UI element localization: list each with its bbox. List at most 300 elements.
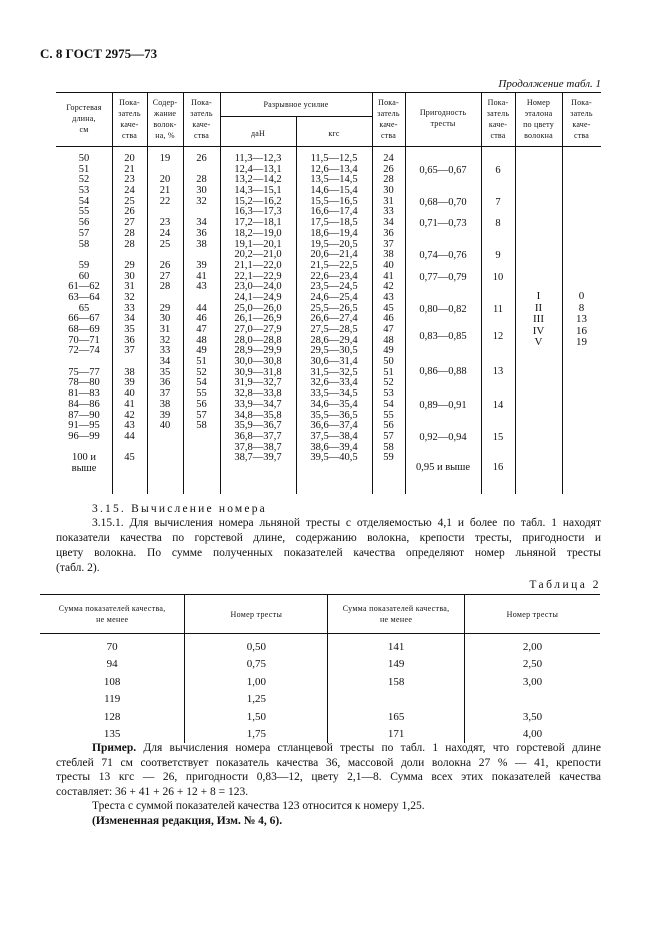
column-fiber-content (147, 154, 183, 475)
quality-cell: 46 (196, 313, 207, 325)
t2-sum-cell: 135 (103, 728, 121, 741)
length-cell: 52 (78, 174, 90, 186)
length-cell: 54 (78, 195, 90, 207)
paragraph-line: (табл. 2). (56, 562, 100, 574)
force-dan-cell: 34,8—35,8 (234, 409, 282, 421)
color-standards-quality (562, 291, 601, 349)
length-cell: 50 (78, 153, 90, 164)
content-cell: 36 (159, 377, 171, 389)
quality-cell: 33 (383, 206, 394, 218)
quality-cell: 43 (196, 281, 207, 293)
force-kgs-cell: 37,5—38,4 (310, 430, 358, 442)
length-cell: 56 (78, 217, 90, 229)
fitness-quality-cell: 16 (492, 462, 504, 474)
quality-cell: 51 (383, 366, 394, 378)
header-quality-4: Пока- затель каче- ства (486, 98, 510, 140)
t2-number-cell: 2,00 (464, 634, 600, 656)
content-cell: 39 (159, 409, 171, 421)
force-dan-cell: 30,9—31,8 (234, 366, 282, 378)
force-dan-cell: 19,1—20,1 (234, 238, 282, 250)
quality-cell: 59 (383, 452, 394, 464)
force-dan-cell (220, 464, 296, 475)
quality-cell: 41 (383, 270, 394, 282)
length-cell: 75—77 (68, 366, 100, 378)
quality-cell: 28 (196, 174, 207, 186)
force-dan-cell: 33,9—34,7 (234, 398, 282, 410)
quality-cell: 26 (124, 206, 135, 218)
content-cell: 37 (159, 388, 171, 400)
force-dan-cell: 26,1—26,9 (234, 313, 282, 325)
quality-cell: 54 (383, 398, 394, 410)
force-kgs-cell: 26,6—27,4 (310, 313, 358, 325)
quality-cell: 45 (383, 302, 394, 314)
t2-sum-cell: 119 (104, 693, 121, 706)
force-dan-cell: 24,1—24,9 (234, 291, 282, 303)
quality-cell: 23 (124, 174, 135, 186)
length-cell: 65 (78, 302, 90, 314)
force-dan-cell: 36,8—37,7 (234, 430, 282, 442)
t2-number-cell: 1,50 (185, 708, 328, 726)
force-dan-cell: 30,0—30,8 (234, 356, 282, 368)
force-kgs-cell: 21,5—22,5 (310, 259, 358, 271)
length-cell: 84—86 (68, 398, 100, 410)
fitness-quality-cell: 14 (492, 400, 504, 412)
quality-cell: 42 (383, 281, 394, 293)
quality-cell: 56 (196, 398, 207, 410)
quality-cell: 36 (124, 334, 135, 346)
quality-cell: 38 (124, 366, 135, 378)
force-kgs-cell: 19,5—20,5 (310, 238, 358, 250)
force-dan-cell: 23,0—24,0 (234, 281, 282, 293)
force-kgs-cell: 35,5—36,5 (310, 409, 358, 421)
paragraph-line: показатели качества по горстевой длине, содержанию волокна, крепости тресты, пригодности и (56, 532, 601, 544)
force-kgs-cell: 12,6—13,4 (310, 163, 358, 175)
quality-cell (112, 464, 147, 475)
t2-sum-cell: 149 (328, 656, 465, 674)
edition-note: (Измененная редакция, Изм. № 4, 6). (92, 814, 283, 827)
length-cell: 58 (78, 238, 90, 250)
length-cell: 87—90 (68, 409, 100, 421)
fitness-cell: 0,74—0,76 (419, 250, 467, 262)
quality-cell: 37 (124, 345, 135, 357)
table-1-top-rule (56, 92, 601, 93)
quality-cell: 43 (124, 420, 135, 432)
quality-cell: 37 (383, 238, 394, 250)
quality-cell: 47 (196, 324, 207, 335)
content-cell: 23 (159, 217, 171, 229)
content-cell: 26 (159, 259, 171, 271)
example-line: стеблей 71 см соответствует показатель качества 36, массовой доли волокна 27 % — 41, крепости (56, 756, 601, 769)
quality-cell: 41 (124, 398, 135, 410)
fitness-cell: 0,89—0,91 (419, 400, 467, 412)
quality-cell: 50 (383, 356, 394, 368)
fitness-cell: 0,80—0,82 (419, 303, 467, 315)
force-kgs-cell: 15,5—16,5 (310, 195, 358, 207)
column-force-kgs (296, 154, 372, 475)
quality-cell: 27 (124, 217, 135, 229)
t2-sum-cell: 165 (328, 708, 465, 726)
force-kgs-cell: 32,6—33,4 (310, 377, 358, 389)
content-cell (147, 453, 183, 464)
content-cell: 33 (159, 345, 171, 357)
force-kgs-cell: 28,6—29,4 (310, 334, 358, 346)
header-fiber-content: Содер- жание волок- на, % (152, 98, 178, 140)
length-cell: 96—99 (68, 430, 100, 442)
fitness-quality-cell: 15 (492, 432, 504, 444)
header-quality-3: Пока- затель каче- ства (377, 98, 400, 140)
force-dan-cell: 37,8—38,7 (234, 441, 282, 453)
quality-cell: 55 (383, 409, 394, 421)
quality-cell (372, 464, 405, 475)
force-kgs-cell: 13,5—14,5 (310, 174, 358, 186)
force-dan-cell: 28,0—28,8 (234, 334, 282, 346)
force-kgs-cell: 16,6—17,4 (310, 206, 358, 218)
t2-sum-cell (328, 691, 465, 709)
content-cell (147, 443, 183, 454)
quality-cell: 39 (124, 377, 135, 389)
length-cell: 57 (78, 227, 90, 239)
quality-cell (183, 453, 220, 464)
force-kgs-cell: 14,6—15,4 (310, 185, 358, 197)
t2-number-cell: 4,00 (464, 726, 600, 744)
quality-cell: 55 (196, 388, 207, 400)
quality-cell: 29 (124, 259, 135, 271)
fitness-quality-cell: 9 (495, 250, 501, 262)
example-result: Треста с суммой показателей качества 123 относится к номеру 1,25. (92, 800, 425, 812)
force-dan-cell: 14,3—15,1 (234, 185, 282, 197)
quality-cell (183, 432, 220, 443)
color-standards (515, 291, 562, 349)
force-dan-cell: 28,9—29,9 (234, 345, 282, 357)
paragraph-line: цвету волокна. По сумме полученных показателей качества определяют номер льняной тресты (56, 547, 601, 559)
fitness-quality-cell: 13 (492, 365, 504, 377)
force-dan-cell: 32,8—33,8 (234, 388, 282, 400)
force-dan-cell: 16,3—17,3 (234, 206, 282, 218)
standard-cell: V (534, 336, 543, 348)
force-dan-cell: 18,2—19,0 (234, 227, 282, 239)
quality-cell: 57 (383, 430, 394, 442)
quality-cell: 36 (196, 227, 207, 239)
length-cell: 60 (78, 270, 90, 282)
content-cell: 20 (159, 174, 171, 186)
table-row (40, 708, 600, 726)
t2-sum-cell: 94 (106, 658, 118, 671)
force-dan-cell: 15,2—16,2 (234, 195, 282, 207)
fitness-cell: 0,65—0,67 (419, 164, 467, 176)
content-cell: 21 (159, 185, 171, 197)
t2-sum-cell: 158 (328, 673, 465, 691)
content-cell: 32 (159, 334, 171, 346)
t2-number-cell: 2,50 (464, 656, 600, 674)
force-dan-cell: 31,9—32,7 (234, 377, 282, 389)
t2-header-number-right: Номер тресты (464, 595, 600, 634)
force-kgs-cell: 33,5—34,5 (310, 388, 358, 400)
quality-cell: 30 (383, 185, 394, 197)
force-kgs-cell (296, 464, 372, 475)
content-cell: 35 (159, 366, 171, 378)
example-line: Для вычисления номера стланцевой тресты по табл. 1 находят, что горстевой длине (136, 742, 601, 754)
quality-cell: 34 (383, 217, 394, 229)
t2-sum-cell: 141 (328, 634, 465, 656)
column-quality-1 (112, 154, 147, 475)
t2-sum-cell: 171 (328, 726, 465, 744)
section-title: 3.15. Вычисление номера (92, 503, 267, 515)
standard-quality-cell: 0 (578, 290, 585, 302)
standard-quality-cell: 19 (576, 336, 587, 348)
quality-cell: 40 (383, 259, 394, 271)
table-continuation-label: Продолжение табл. 1 (498, 78, 601, 90)
fitness-cell: 0,92—0,94 (419, 432, 467, 444)
force-kgs-cell: 29,5—30,5 (310, 345, 358, 357)
quality-cell: 25 (124, 195, 135, 207)
quality-cell: 28 (124, 227, 135, 239)
fitness-cell: 0,86—0,88 (419, 365, 467, 377)
quality-cell: 45 (124, 452, 135, 464)
length-cell: 81—83 (68, 388, 100, 400)
content-cell: 38 (159, 398, 171, 410)
quality-cell: 53 (383, 388, 394, 400)
force-kgs-cell: 34,6—35,4 (310, 398, 358, 410)
t2-number-cell: 1,00 (185, 673, 328, 691)
content-cell: 31 (159, 324, 171, 335)
content-cell: 29 (159, 302, 171, 314)
quality-cell: 48 (196, 334, 207, 346)
force-kgs-cell: 31,5—32,5 (310, 366, 358, 378)
fitness-quality-cell: 12 (492, 330, 504, 342)
t2-sum-cell: 108 (103, 675, 121, 688)
fitness-quality-cell: 10 (492, 271, 504, 283)
force-dan-cell: 35,9—36,7 (234, 420, 282, 432)
fitness-cell: 0,68—0,70 (419, 196, 467, 208)
t2-sum-cell: 128 (103, 710, 121, 723)
content-cell: 19 (159, 153, 171, 164)
content-cell: 30 (159, 313, 171, 325)
quality-cell: 58 (196, 420, 207, 432)
fitness-cell: 0,71—0,73 (419, 218, 467, 230)
fitness-cell: 0,95 и выше (415, 462, 470, 474)
table-2 (40, 594, 600, 743)
quality-cell (183, 443, 220, 454)
standard-cell: I (536, 290, 541, 302)
quality-cell: 58 (383, 441, 394, 453)
quality-cell: 56 (383, 420, 394, 432)
table-1-header-rule (56, 146, 601, 147)
header-quality-2: Пока- затель каче- ства (190, 98, 213, 140)
content-cell: 34 (159, 356, 171, 368)
content-cell: 24 (159, 227, 171, 239)
length-cell: 66—67 (68, 313, 100, 325)
paragraph-line: 3.15.1. Для вычисления номера льняной тресты с отделяемостью 4,1 и более по табл. 1 находят (92, 517, 601, 529)
quality-cell: 38 (196, 238, 207, 250)
fitness-quality-cell: 8 (495, 218, 501, 230)
quality-cell: 49 (383, 345, 394, 357)
column-length (56, 154, 112, 475)
force-kgs-cell: 11,5—12,5 (310, 153, 358, 164)
force-kgs-cell: 17,5—18,5 (310, 217, 358, 229)
quality-cell: 43 (383, 291, 394, 303)
content-cell (147, 464, 183, 475)
t2-sum-cell: 70 (106, 640, 118, 653)
t2-header-number-left: Номер тресты (185, 595, 328, 634)
table-row (40, 673, 600, 691)
standard-cell: II (534, 301, 543, 314)
header-length: Горстевая длина, см (66, 103, 102, 134)
header-kgs: кгс (328, 129, 340, 138)
force-kgs-cell: 25,5—26,5 (310, 302, 358, 314)
quality-cell: 41 (196, 270, 207, 282)
column-quality-3 (372, 154, 405, 475)
t2-number-cell: 1,75 (185, 726, 328, 744)
content-cell: 40 (159, 420, 171, 432)
force-kgs-cell: 20,6—21,4 (310, 249, 358, 261)
quality-cell: 48 (383, 334, 394, 346)
force-dan-cell: 21,1—22,0 (234, 259, 282, 271)
standard-quality-cell: 16 (576, 324, 587, 337)
header-dan: даН (251, 129, 265, 138)
length-cell: 51 (78, 163, 90, 175)
quality-cell: 32 (124, 291, 135, 303)
quality-cell: 30 (196, 185, 207, 197)
quality-cell: 36 (383, 227, 394, 239)
standard-cell: III (533, 313, 544, 325)
length-cell: 53 (78, 185, 90, 197)
example-line: составляет: 36 + 41 + 26 + 12 + 8 = 123. (56, 785, 249, 798)
fitness-quality-cell: 6 (495, 164, 501, 176)
quality-cell: 54 (196, 377, 207, 389)
length-cell: 61—62 (68, 281, 100, 293)
force-dan-cell: 17,2—18,1 (234, 217, 282, 229)
example-line: тресты 13 кгс — 26, пригодности 0,83—12, цвету 2,1—8. Сумма всех этих показателей качества (56, 771, 601, 783)
quality-cell: 31 (383, 195, 394, 207)
content-cell: 28 (159, 281, 171, 293)
quality-cell: 32 (196, 195, 207, 207)
fitness-cell: 0,83—0,85 (419, 330, 467, 342)
force-kgs-cell: 38,6—39,4 (310, 441, 358, 453)
quality-cell: 26 (383, 163, 394, 175)
length-cell: 100 и (72, 452, 96, 464)
quality-cell: 52 (383, 377, 394, 389)
force-kgs-cell: 39,5—40,5 (310, 452, 358, 464)
force-dan-cell: 25,0—26,0 (234, 302, 282, 314)
quality-cell: 47 (383, 324, 394, 335)
header-quality-5: Пока- затель каче- ства (570, 98, 593, 140)
quality-cell: 30 (124, 270, 135, 282)
quality-cell (183, 464, 220, 475)
standard-quality-cell: 13 (576, 313, 587, 325)
quality-cell: 44 (196, 302, 207, 314)
force-dan-cell: 22,1—22,9 (234, 270, 282, 282)
quality-cell: 24 (383, 153, 394, 164)
quality-cell: 21 (124, 163, 135, 175)
table-row (40, 691, 600, 709)
force-kgs-cell: 36,6—37,4 (310, 420, 358, 432)
content-cell (147, 432, 183, 443)
quality-cell: 51 (196, 356, 207, 368)
t2-number-cell: 0,50 (185, 634, 328, 656)
length-cell: 59 (78, 259, 90, 271)
quality-cell: 38 (383, 249, 394, 261)
column-force-dan (220, 154, 296, 475)
quality-cell: 28 (383, 174, 394, 186)
header-color-standard: Номер эталона по цвету волокна (523, 98, 554, 140)
section-paragraph (56, 516, 601, 576)
force-kgs-cell: 22,6—23,4 (310, 270, 358, 282)
length-cell: 78—80 (68, 377, 100, 389)
content-cell: 22 (159, 195, 171, 207)
t2-number-cell: 3,50 (464, 708, 600, 726)
quality-cell: 52 (196, 366, 207, 378)
force-kgs-cell: 24,6—25,4 (310, 291, 358, 303)
page-header: С. 8 ГОСТ 2975—73 (40, 46, 158, 61)
force-dan-cell: 13,2—14,2 (234, 174, 282, 186)
quality-cell: 44 (124, 430, 135, 442)
header-quality-1: Пока- затель каче- ства (118, 98, 141, 140)
quality-cell: 35 (124, 324, 135, 335)
length-cell: 70—71 (68, 334, 100, 346)
quality-cell: 57 (196, 409, 207, 421)
t2-number-cell: 1,25 (185, 691, 328, 709)
force-dan-cell: 11,3—12,3 (234, 153, 282, 164)
example-label: Пример. (92, 742, 137, 754)
force-dan-cell: 38,7—39,7 (234, 452, 282, 464)
t2-number-cell (464, 691, 600, 709)
t2-header-sum-right: Сумма показателей качества, не менее (328, 595, 465, 634)
force-kgs-cell: 18,6—19,4 (310, 227, 358, 239)
standard-quality-cell: 8 (578, 301, 585, 314)
length-cell: 68—69 (68, 324, 100, 335)
standard-cell: IV (532, 324, 545, 337)
column-quality-2 (183, 154, 220, 475)
t2-header-sum-left: Сумма показателей качества, не менее (40, 595, 185, 634)
table-row (40, 634, 600, 656)
force-kgs-cell: 23,5—24,5 (310, 281, 358, 293)
length-cell: 55 (78, 206, 90, 218)
quality-cell: 20 (124, 153, 135, 164)
quality-cell: 46 (383, 313, 394, 325)
quality-cell: 34 (196, 217, 207, 229)
force-dan-cell: 27,0—27,9 (234, 324, 282, 335)
fitness-cell: 0,77—0,79 (419, 271, 467, 283)
force-kgs-cell: 30,6—31,4 (310, 356, 358, 368)
example-paragraph (56, 741, 601, 828)
quality-cell: 33 (124, 302, 135, 314)
fitness-quality-cell: 7 (495, 196, 501, 208)
quality-cell: 26 (196, 153, 207, 164)
content-cell: 27 (159, 270, 171, 282)
force-dan-cell: 20,2—21,0 (234, 249, 282, 261)
content-cell: 25 (159, 238, 171, 250)
quality-cell: 31 (124, 281, 135, 293)
t2-number-cell: 3,00 (464, 673, 600, 691)
quality-cell: 24 (124, 185, 135, 197)
table-row (40, 656, 600, 674)
quality-cell: 40 (124, 388, 135, 400)
table-2-label: Таблица 2 (529, 579, 601, 591)
quality-cell: 39 (196, 259, 207, 271)
quality-cell: 49 (196, 345, 207, 357)
force-dan-cell: 12,4—13,1 (234, 163, 282, 175)
quality-cell: 34 (124, 313, 135, 325)
length-cell: 63—64 (68, 291, 100, 303)
t2-number-cell: 0,75 (185, 656, 328, 674)
length-cell: 72—74 (68, 345, 100, 357)
length-cell: 91—95 (68, 420, 100, 432)
length-cell: выше (71, 462, 97, 474)
quality-cell: 42 (124, 409, 135, 421)
header-breaking-force: Разрывное усилие (263, 100, 329, 109)
force-kgs-cell: 27,5—28,5 (310, 324, 358, 335)
fitness-quality-cell: 11 (492, 303, 504, 315)
